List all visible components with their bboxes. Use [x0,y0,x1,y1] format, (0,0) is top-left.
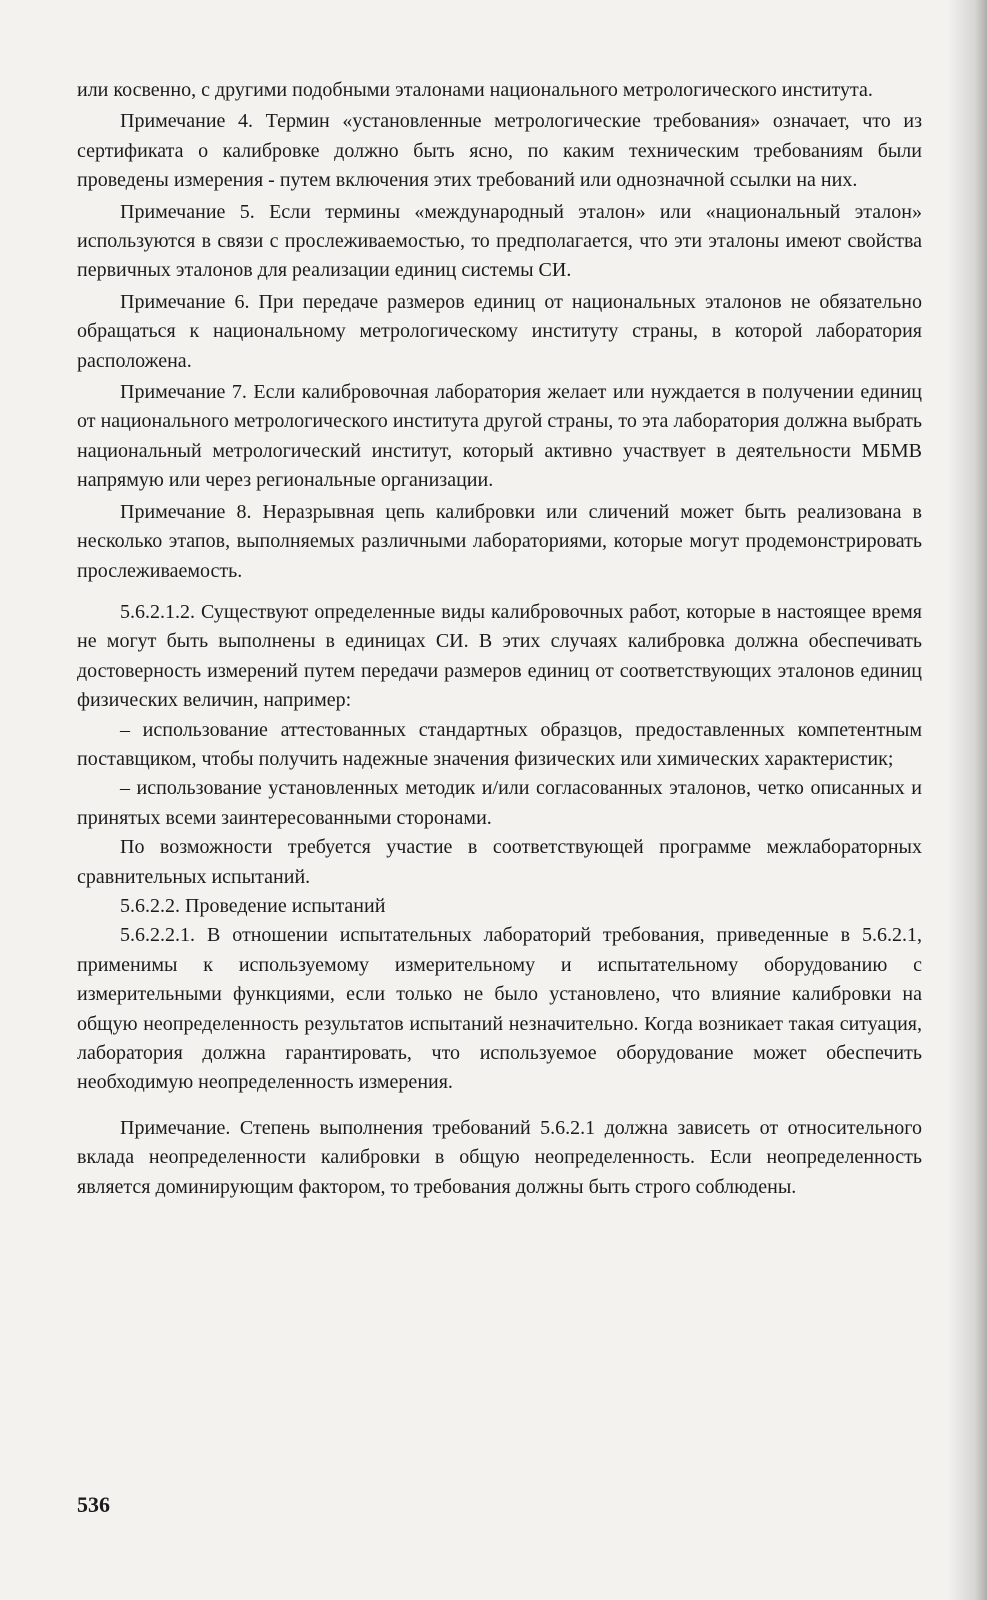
paragraph-note-7: Примечание 7. Если калибровочная лаборатория желает или нуждается в получении единиц от национального метрологического института другой страны, то эта лаборатория должна выбрать национальный метрологический институт, который активно участвует в деятельности МБМВ напрямую или через региональные организации. [77,381,922,492]
page-gutter-shadow [947,0,987,1600]
paragraph-continuation: или косвенно, с другими подобными эталонами национального метрологического института. [77,79,873,101]
paragraph-5-6-2-1-2: 5.6.2.1.2. Существуют определенные виды калибровочных работ, которые в настоящее время не могут быть выполнены в единицах СИ. В этих случаях калибровка должна обеспечивать достоверность измерений путем передачи размеров единиц от соответствующих эталонов единиц физических величин, например: [77,600,922,712]
paragraph-note-6: Примечание 6. При передаче размеров единиц от национальных эталонов не обязательно обращаться к национальному метрологическому институту страны, в которой лаборатория расположена. [77,290,922,372]
paragraph-note-8: Примечание 8. Неразрывная цепь калибровки или сличений может быть реализована в несколько этапов, выполняемых различными лабораториями, которые могут продемонстрировать прослеживаемость. [77,500,922,582]
page-number: 536 [77,1492,110,1517]
text-body [77,76,922,1202]
section-heading-5-6-2-2: 5.6.2.2. Проведение испытаний [120,894,386,917]
paragraph-interlab-comparison: По возможности требуется участие в соответствующей программе межлабораторных сравнительных испытаний. [77,836,922,888]
paragraph-note-4: Примечание 4. Термин «установленные метрологические требования» означает, что из сертификата о калибровке должно быть ясно, по каким техническим требованиям были проведены измерения - путем включения этих требований или однозначной ссылки на них. [77,110,922,192]
paragraph-5-6-2-2-1: 5.6.2.2.1. В отношении испытательных лабораторий требования, приведенные в 5.6.2.1, применимы к используемому измерительному и испытательному оборудованию с измерительными функциями, если только не было установлено, что влияние калибровки на общую неопределенность результатов испытаний незначительно. Когда возникает такая ситуация, лаборатория должна гарантировать, что используемое оборудование может обеспечить необходимую неопределенность измерения. [77,924,922,1094]
paragraph-final-note: Примечание. Степень выполнения требований 5.6.2.1 должна зависеть от относительного вклада неопределенности калибровки в общую неопределенность. Если неопределенность является доминирующим фактором, то требования должны быть строго соблюдены. [77,1116,922,1198]
list-item-reference-materials: – использование аттестованных стандартных образцов, предоставленных компетентным поставщиком, чтобы получить надежные значения физических или химических характеристик; [77,718,922,770]
paragraph-note-5: Примечание 5. Если термины «международный эталон» или «национальный эталон» используются в связи с прослеживаемостью, то предполагается, что эти эталоны имеют свойства первичных эталонов для реализации единиц системы СИ. [77,200,922,282]
list-item-methods: – использование установленных методик и/или согласованных эталонов, четко описанных и принятых всеми заинтересованными сторонами. [77,777,922,829]
